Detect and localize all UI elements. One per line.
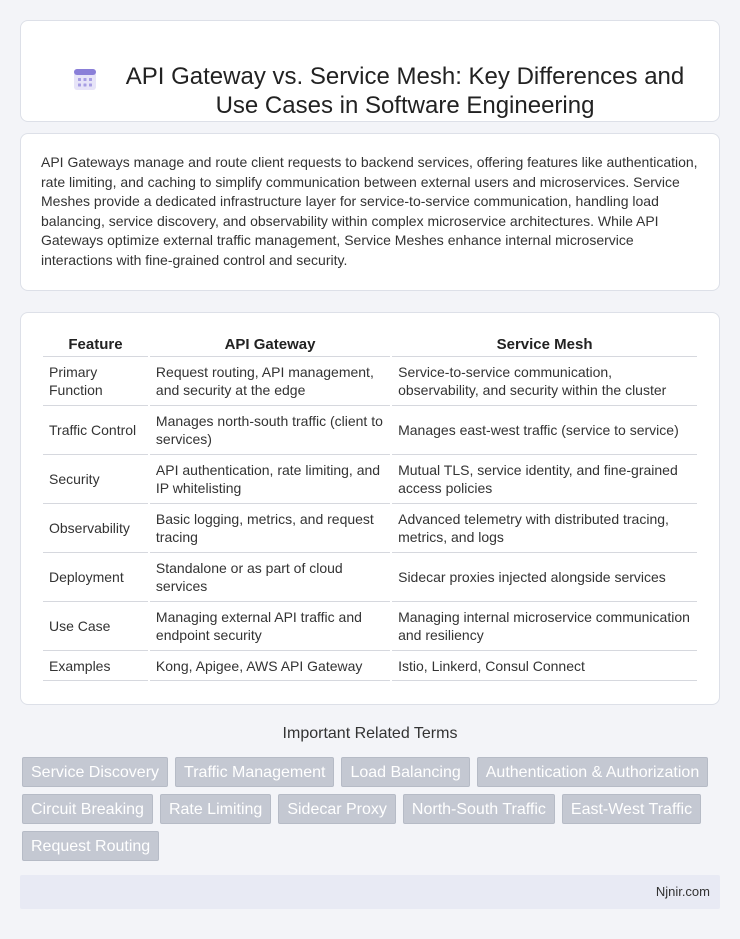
intro-text: API Gateways manage and route client requests to backend services, offering features like authentication, rate limiting, and caching to simplify communication between external users and microservices. Service Meshes provide a dedicated infrastructure layer for service-to-service communication, handling load balancing, service discovery, and observability within complex microservice architectures. While API Gateways optimize external traffic management, Service Meshes enhance internal microservice interactions with fine-grained control and security.: [41, 154, 698, 268]
table-cell: Primary Function: [43, 357, 148, 406]
comparison-table: [41, 333, 699, 681]
table-row: [43, 553, 697, 602]
tag-authentication-authorization[interactable]: Authentication & Authorization: [477, 757, 708, 787]
table-cell: Kong, Apigee, AWS API Gateway: [150, 651, 390, 681]
tag-sidecar-proxy[interactable]: Sidecar Proxy: [278, 794, 396, 824]
table-cell: Observability: [43, 504, 148, 553]
table-row: [43, 406, 697, 455]
table-cell: Sidecar proxies injected alongside services: [392, 553, 697, 602]
table-cell: Security: [43, 455, 148, 504]
header-feature: Feature: [43, 333, 148, 357]
table-row: [43, 651, 697, 681]
table-cell: Examples: [43, 651, 148, 681]
title-card: [20, 20, 720, 122]
header-api-gateway: API Gateway: [150, 333, 390, 357]
tag-load-balancing[interactable]: Load Balancing: [341, 757, 469, 787]
table-header-row: [43, 333, 697, 357]
footer-brand[interactable]: Njnir.com: [655, 884, 710, 899]
related-terms-list: [22, 757, 712, 861]
tag-east-west-traffic[interactable]: East-West Traffic: [562, 794, 701, 824]
table-row: [43, 602, 697, 651]
calendar-icon: [73, 67, 97, 91]
related-terms-heading: Important Related Terms: [282, 725, 458, 742]
intro-card: [20, 133, 720, 291]
table-cell: Mutual TLS, service identity, and fine-grained access policies: [392, 455, 697, 504]
tag-traffic-management[interactable]: Traffic Management: [175, 757, 334, 787]
header-service-mesh: Service Mesh: [392, 333, 697, 357]
table-cell: Traffic Control: [43, 406, 148, 455]
tag-service-discovery[interactable]: Service Discovery: [22, 757, 168, 787]
table-cell: Deployment: [43, 553, 148, 602]
table-row: [43, 357, 697, 406]
table-cell: Request routing, API management, and security at the edge: [150, 357, 390, 406]
table-cell: Use Case: [43, 602, 148, 651]
table-row: [43, 455, 697, 504]
table-cell: Manages east-west traffic (service to service): [392, 406, 697, 455]
table-cell: API authentication, rate limiting, and IP whitelisting: [150, 455, 390, 504]
tag-rate-limiting[interactable]: Rate Limiting: [160, 794, 271, 824]
table-cell: Service-to-service communication, observability, and security within the cluster: [392, 357, 697, 406]
table-cell: Managing external API traffic and endpoint security: [150, 602, 390, 651]
table-cell: Basic logging, metrics, and request tracing: [150, 504, 390, 553]
tag-request-routing[interactable]: Request Routing: [22, 831, 159, 861]
tag-north-south-traffic[interactable]: North-South Traffic: [403, 794, 555, 824]
table-cell: Advanced telemetry with distributed tracing, metrics, and logs: [392, 504, 697, 553]
table-cell: Managing internal microservice communication and resiliency: [392, 602, 697, 651]
table-cell: Standalone or as part of cloud services: [150, 553, 390, 602]
table-cell: Manages north-south traffic (client to services): [150, 406, 390, 455]
table-cell: Istio, Linkerd, Consul Connect: [392, 651, 697, 681]
table-row: [43, 504, 697, 553]
tag-circuit-breaking[interactable]: Circuit Breaking: [22, 794, 153, 824]
page-title: API Gateway vs. Service Mesh: Key Differences and Use Cases in Software Engineering: [125, 63, 685, 119]
footer: [20, 875, 720, 909]
comparison-table-card: [20, 312, 720, 705]
